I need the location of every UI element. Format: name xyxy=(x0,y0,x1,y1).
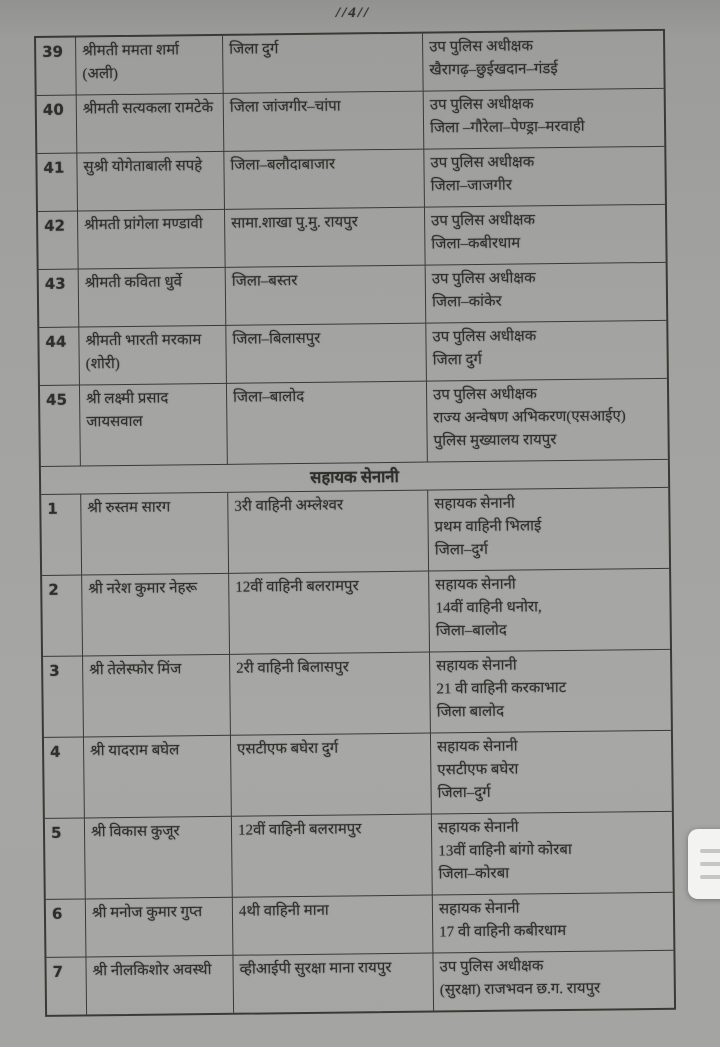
page-number-marker: //4// xyxy=(335,5,371,21)
officer-name-cell: श्रीमती सत्यकला रामटेके xyxy=(77,94,225,154)
serial-cell: 6 xyxy=(46,899,87,957)
table-row xyxy=(45,812,673,900)
officer-name-cell: श्री विकास कुजूर xyxy=(85,817,233,900)
current-posting-cell: जिला–बस्तर xyxy=(226,266,427,326)
table-row xyxy=(39,321,667,386)
officer-name-cell: श्रीमती कविता धुर्वे xyxy=(79,268,227,328)
serial-cell: 3 xyxy=(43,656,84,737)
new-posting-cell: सहायक सेनानी 21 वी वाहिनी करकाभाट जिला बालोद xyxy=(430,650,671,734)
new-posting-cell: उप पुलिस अधीक्षक जिला–कांकेर xyxy=(426,263,667,324)
serial-cell: 40 xyxy=(37,96,78,154)
new-posting-cell: उप पुलिस अधीक्षक खैरागढ़–छुईखदान–गंडई xyxy=(423,31,664,92)
officer-name-cell: श्री नरेश कुमार नेहरू xyxy=(82,574,230,657)
current-posting-cell: जिला–बालोद xyxy=(227,382,428,465)
new-posting-cell: सहायक सेनानी प्रथम वाहिनी भिलाई जिला–दुर्ग xyxy=(428,488,669,572)
table-row xyxy=(41,488,669,576)
hamburger-menu-icon-bar xyxy=(700,875,720,879)
table-row xyxy=(46,951,674,1015)
serial-cell: 5 xyxy=(45,818,86,899)
current-posting-cell: जिला–बलौदाबाजार xyxy=(224,150,425,210)
new-posting-cell: सहायक सेनानी एसटीएफ बघेरा जिला–दुर्ग xyxy=(431,731,672,815)
current-posting-cell: जिला दुर्ग xyxy=(223,34,424,94)
new-posting-cell: सहायक सेनानी 17 वी वाहिनी कबीरधाम xyxy=(433,893,674,954)
new-posting-cell: उप पुलिस अधीक्षक (सुरक्षा) राजभवन छ.ग. रायपुर xyxy=(439,958,601,999)
transfer-table xyxy=(34,29,676,1017)
officer-name-cell: श्री रुस्तम सारग xyxy=(81,493,229,576)
floating-menu-button[interactable] xyxy=(688,829,720,899)
new-posting-cell: उप पुलिस अधीक्षक जिला–जाजगीर xyxy=(424,147,665,208)
serial-cell: 44 xyxy=(39,328,80,386)
current-posting-cell: जिला–बिलासपुर xyxy=(226,324,427,384)
serial-cell: 4 xyxy=(44,737,85,818)
table-row xyxy=(46,893,674,958)
current-posting-cell: जिला जांजगीर–चांपा xyxy=(224,92,425,152)
new-posting-cell: सहायक सेनानी 14वीं वाहिनी धनोरा, जिला–बालोद xyxy=(429,569,670,653)
table-row xyxy=(44,731,672,819)
table-row xyxy=(38,205,666,270)
serial-cell: 7 xyxy=(46,957,87,1014)
serial-cell: 41 xyxy=(37,154,78,212)
officer-name-cell: श्रीमती ममता शर्मा (अली) xyxy=(76,36,224,96)
table-row xyxy=(39,263,667,328)
current-posting-cell: 4थी वाहिनी माना xyxy=(233,896,434,956)
officer-name-cell: श्री लक्ष्मी प्रसाद जायसवाल xyxy=(80,384,228,467)
current-posting-cell: 12वीं वाहिनी बलरामपुर xyxy=(232,815,433,898)
current-posting-cell: 2री वाहिनी बिलासपुर xyxy=(230,653,431,736)
current-posting-cell: व्हीआईपी सुरक्षा माना रायपुर xyxy=(233,954,434,1013)
new-posting-cell: उप पुलिस अधीक्षक जिला दुर्ग xyxy=(426,321,667,382)
serial-cell: 42 xyxy=(38,212,79,270)
serial-cell: 1 xyxy=(41,494,82,575)
officer-name-cell: श्रीमती प्रांगेला मण्डावी xyxy=(78,210,226,270)
table-row xyxy=(37,147,665,212)
current-posting-cell: सामा.शाखा पु.मु. रायपुर xyxy=(225,208,426,268)
officer-name-cell: श्री यादराम बघेल xyxy=(84,736,232,819)
serial-cell: 45 xyxy=(40,386,81,467)
officer-name-cell: श्री तेलेस्फोर मिंज xyxy=(83,655,231,738)
section-header: सहायक सेनानी xyxy=(41,460,668,495)
current-posting-cell: 3री वाहिनी अम्लेश्वर xyxy=(228,491,429,574)
new-posting-cell: उप पुलिस अधीक्षक जिला–कबीरधाम xyxy=(425,205,666,266)
new-posting-cell: उप पुलिस अधीक्षक राज्य अन्वेषण अभिकरण(एसआईए) पुलिस मुख्यालय रायपुर xyxy=(427,379,668,463)
officer-name-cell: श्रीमती भारती मरकाम (शोरी) xyxy=(79,326,227,386)
officer-name-cell: श्री मनोज कुमार गुप्त xyxy=(86,898,234,958)
officer-name-cell: श्री नीलकिशोर अवस्थी xyxy=(86,956,234,1015)
serial-cell: 2 xyxy=(42,575,83,656)
new-posting-cell: उप पुलिस अधीक्षक जिला –गौरेला–पेण्ड्रा–मरवाही xyxy=(424,89,665,150)
new-posting-cell: सहायक सेनानी 13वीं वाहिनी बांगो कोरबा जिला–कोरबा xyxy=(432,812,673,896)
hamburger-menu-icon-bar xyxy=(700,862,720,866)
serial-cell: 39 xyxy=(36,38,77,96)
officer-name-cell: सुश्री योगेताबाली सपहे xyxy=(77,152,225,212)
serial-cell: 43 xyxy=(39,270,80,328)
table-row xyxy=(36,31,664,96)
table-row xyxy=(43,650,671,738)
current-posting-cell: 12वीं वाहिनी बलरामपुर xyxy=(229,572,430,655)
table-row xyxy=(37,89,665,154)
table-row xyxy=(42,569,670,657)
table-row xyxy=(40,379,668,467)
current-posting-cell: एसटीएफ बघेरा दुर्ग xyxy=(231,734,432,817)
